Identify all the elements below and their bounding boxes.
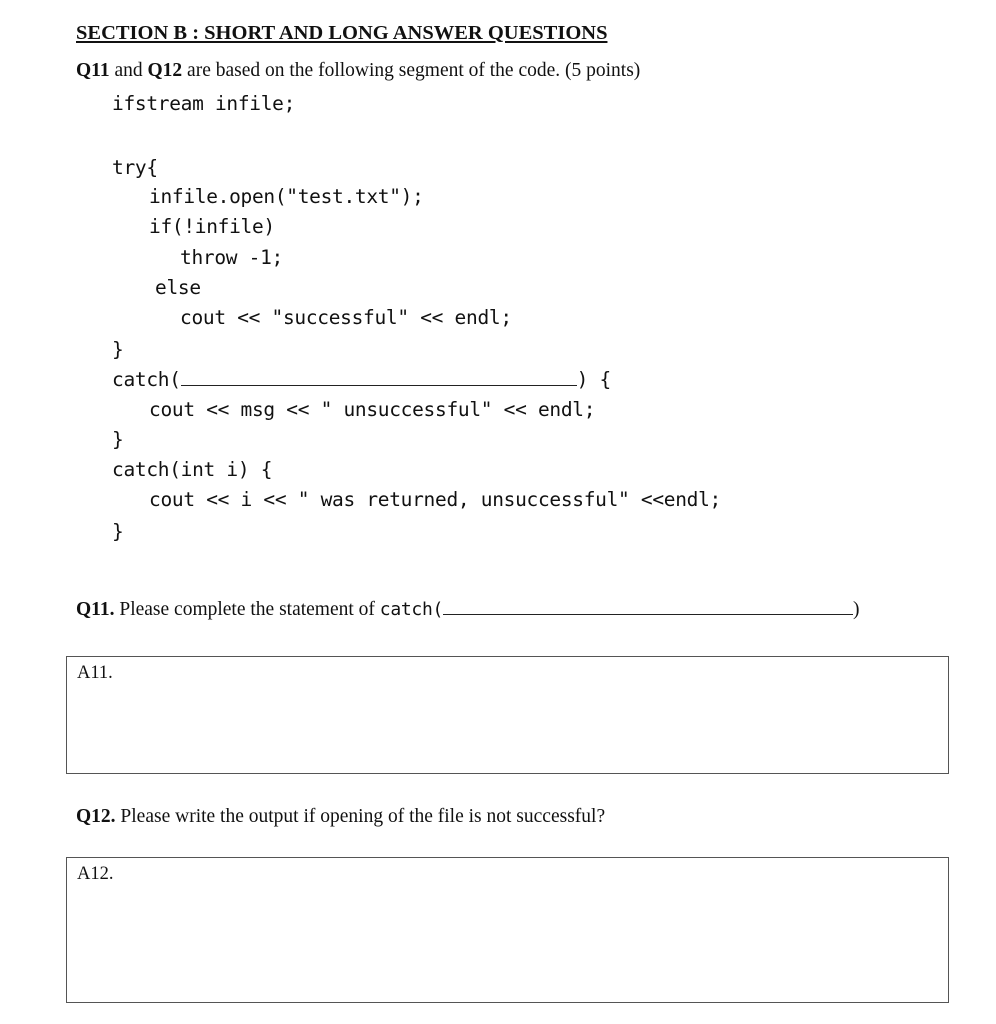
intro-q12: Q12 xyxy=(147,60,183,81)
q11-blank xyxy=(443,598,853,615)
code-line: } xyxy=(112,520,124,543)
catch-close: ) { xyxy=(576,368,611,391)
a11-label: A11. xyxy=(77,663,113,683)
code-line: throw -1; xyxy=(180,246,283,269)
code-line-catch-blank xyxy=(112,368,611,392)
a12-label: A12. xyxy=(77,864,114,884)
code-line: cout << msg << " unsuccessful" << endl; xyxy=(149,398,596,421)
code-line: else xyxy=(155,276,201,299)
code-line: cout << i << " was returned, unsuccessful" <<endl; xyxy=(149,488,722,511)
code-line: ifstream infile; xyxy=(112,92,296,115)
intro-q11: Q11 xyxy=(76,60,110,81)
answer-box-a11[interactable] xyxy=(66,656,949,774)
code-line: cout << "successful" << endl; xyxy=(180,306,512,329)
q12-text: Please write the output if opening of the file is not successful? xyxy=(115,806,606,827)
intro-rest: are based on the following segment of the code. (5 points) xyxy=(182,60,641,81)
code-line: infile.open("test.txt"); xyxy=(149,185,424,208)
answer-box-a12[interactable] xyxy=(66,857,949,1003)
q11-code: catch( xyxy=(379,599,444,620)
question-11 xyxy=(76,598,860,621)
q11-text: Please complete the statement of xyxy=(114,599,380,620)
code-line: if(!infile) xyxy=(149,215,275,238)
code-line: } xyxy=(112,338,124,361)
code-line: try{ xyxy=(112,156,158,179)
section-title: SECTION B : SHORT AND LONG ANSWER QUESTIONS xyxy=(76,22,608,44)
question-12 xyxy=(76,806,605,828)
q12-label: Q12. xyxy=(76,806,116,827)
code-line: } xyxy=(112,428,124,451)
intro-and: and xyxy=(109,60,148,81)
q11-label: Q11. xyxy=(76,599,115,620)
intro-text xyxy=(76,60,640,82)
catch-open: catch( xyxy=(112,368,181,391)
code-line: catch(int i) { xyxy=(112,458,273,481)
catch-blank xyxy=(181,369,577,386)
q11-close: ) xyxy=(853,599,860,620)
